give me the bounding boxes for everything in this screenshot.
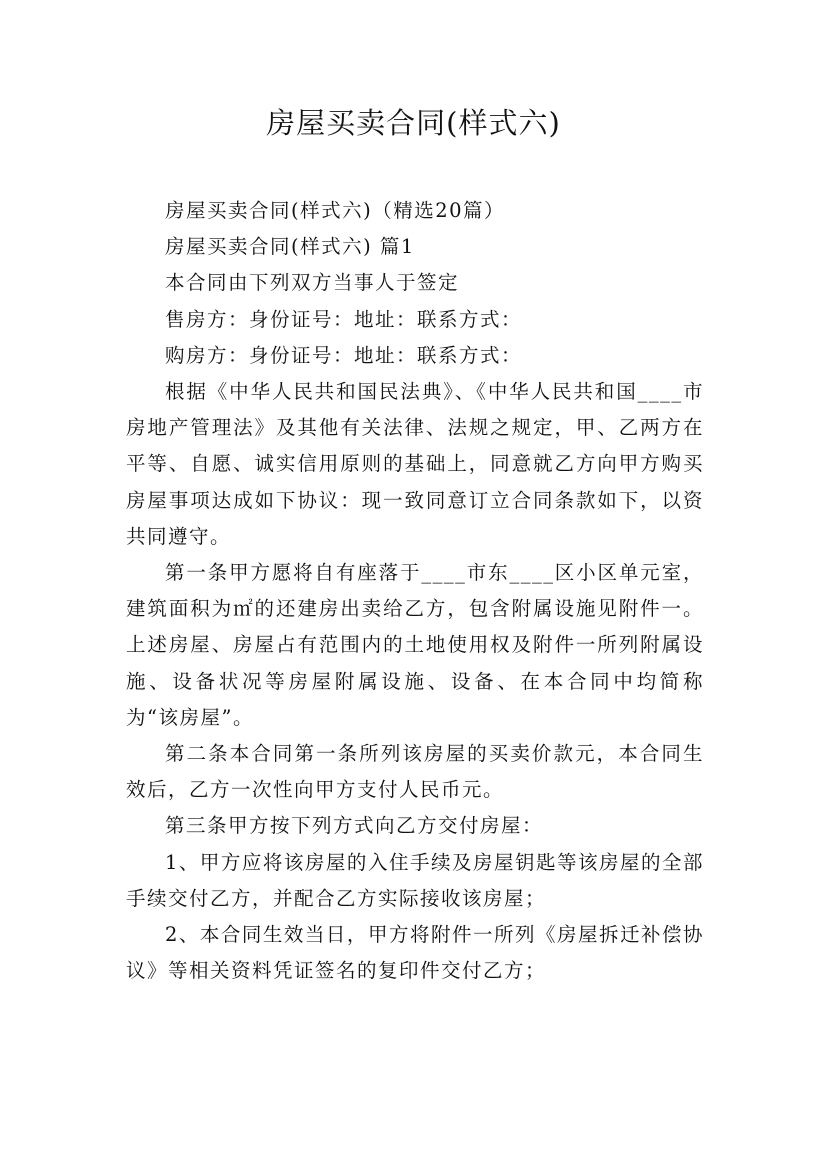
paragraph-section-heading: 房屋买卖合同(样式六) 篇1 [165,235,415,259]
paragraph-buyer: 购房方：身份证号：地址：联系方式： [165,343,523,367]
document-title: 房屋买卖合同(样式六) [266,106,561,140]
paragraph-item-1: 1、甲方应将该房屋的入住手续及房屋钥匙等该房屋的全部手续交付乙方，并配合乙方实际接收该房屋； [126,850,704,910]
document-body [126,193,704,989]
paragraph-legal-basis: 根据《中华人民共和国民法典》、《中华人民共和国____市房地产管理法》及其他有关法律、法规之规定，甲、乙两方在平等、自愿、诚实信用原则的基础上，同意就乙方向甲方购买房屋事项达成如下协议：现一致同意订立合同条款如下，以资共同遵守。 [126,380,704,548]
paragraph-article-3: 第三条甲方按下列方式向乙方交付房屋： [165,814,544,838]
paragraph-intro: 本合同由下列双方当事人于签定 [165,271,460,295]
paragraph-article-1: 第一条甲方愿将自有座落于____市东____区小区单元室，建筑面积为㎡的还建房出卖给乙方，包含附属设施见附件一。上述房屋、房屋占有范围内的土地使用权及附件一所列附属设施、设备状况等房屋附属设施、设备、在本合同中均简称为“该房屋”。 [126,561,704,729]
paragraph-item-2: 2、本合同生效当日，甲方将附件一所列《房屋拆迁补偿协议》等相关资料凭证签名的复印件交付乙方； [126,923,704,983]
paragraph-subtitle: 房屋买卖合同(样式六)（精选20篇） [165,199,506,222]
paragraph-article-2: 第二条本合同第一条所列该房屋的买卖价款元，本合同生效后，乙方一次性向甲方支付人民币元。 [126,742,704,802]
paragraph-seller: 售房方：身份证号：地址：联系方式： [165,307,523,331]
